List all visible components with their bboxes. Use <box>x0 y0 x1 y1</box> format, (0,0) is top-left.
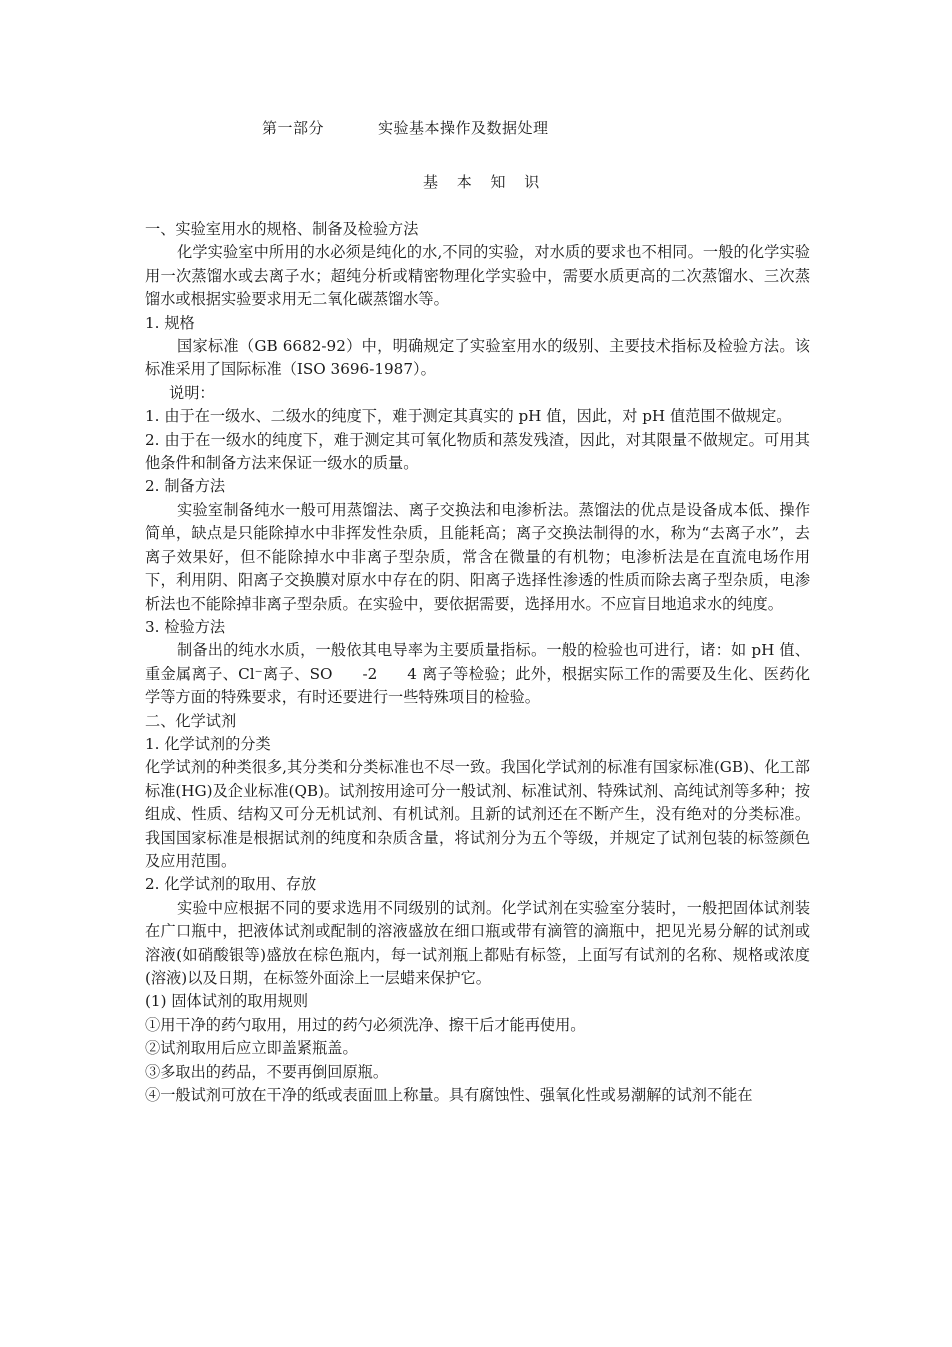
subsection-heading: 2. 化学试剂的取用、存放 <box>145 875 317 894</box>
rule-item: ③多取出的药品，不要再倒回原瓶。 <box>145 1062 388 1081</box>
note-item: 1. 由于在一级水、二级水的纯度下，难于测定其真实的 pH 值，因此，对 pH 值范围不做规定。 <box>145 407 792 426</box>
paragraph: 实验中应根据不同的要求选用不同级别的试剂。化学试剂在实验室分装时，一般把固体试剂装在广口瓶中，把液体试剂或配制的溶液盛放在细口瓶或带有滴管的滴瓶中，把见光易分解的试剂或溶液(如硝酸银等)盛放在棕色瓶内，每一试剂瓶上都贴有标签，上面写有试剂的名称、规格或浓度(溶液)以及日期，在标签外面涂上一层蜡来保护它。 <box>145 898 810 987</box>
ion-text-after: 离子等检验；此外，根据实际工作的需要及生化、医药化学等方面的特殊要求，有时还要进行一些特殊项目的检验。 <box>145 664 811 707</box>
rule-item: ①用干净的药勺取用，用过的药勺必须洗净、擦干后才能再使用。 <box>145 1015 586 1034</box>
note-item: 2. 由于在一级水的纯度下，难于测定其可氧化物质和蒸发残渣，因此，对其限量不做规定。可用其他条件和制备方法来保证一级水的质量。 <box>145 430 810 473</box>
ion-charge: -2 <box>362 664 378 683</box>
note-label: 说明： <box>169 383 215 402</box>
paragraph: 化学试剂的种类很多,其分类和分类标准也不尽一致。我国化学试剂的标准有国家标准(GB)、化工部标准(HG)及企业标准(QB)。试剂按用途可分一般试剂、标准试剂、特殊试剂、高纯试剂等多种；按组成、性质、结构又可分无机试剂、有机试剂。且新的试剂还在不断产生，没有绝对的分类标准。我国国家标准是根据试剂的纯度和杂质含量，将试剂分为五个等级，并规定了试剂包装的标签颜色及应用范围。 <box>145 758 811 870</box>
ion-subscript: 4 <box>407 664 417 683</box>
part-header <box>262 117 549 138</box>
rule-item: ②试剂取用后应立即盖紧瓶盖。 <box>145 1039 358 1058</box>
section-heading: 二、化学试剂 <box>145 711 237 730</box>
paragraph: 国家标准（GB 6682-92）中，明确规定了实验室用水的级别、主要技术指标及检验方法。该标准采用了国际标准（ISO 3696-1987）。 <box>145 337 810 379</box>
paragraph: 化学实验室中所用的水必须是纯化的水,不同的实验，对水质的要求也不相同。一般的化学实验用一次蒸馏水或去离子水；超纯分析或精密物理化学实验中，需要水质更高的二次蒸馏水、三次蒸馏水或根据实验要求用无二氧化碳蒸馏水等。 <box>145 243 810 309</box>
subsection-heading: 1. 化学试剂的分类 <box>145 734 271 753</box>
subsection-heading: (1) 固体试剂的取用规则 <box>145 992 309 1011</box>
part-label: 第一部分 <box>262 119 325 137</box>
subsection-heading: 1. 规格 <box>145 313 195 332</box>
rule-item: ④一般试剂可放在干净的纸或表面皿上称量。具有腐蚀性、强氧化性或易潮解的试剂不能在 <box>145 1086 753 1105</box>
part-title: 实验基本操作及数据处理 <box>378 119 549 137</box>
paragraph: 实验室制备纯水一般可用蒸馏法、离子交换法和电渗析法。蒸馏法的优点是设备成本低、操作简单，缺点是只能除掉水中非挥发性杂质，且能耗高；离子交换法制得的水，称为“去离子水”，去离子效果好，但不能除掉水中非离子型杂质，常含在微量的有机物；电渗析法是在直流电场作用下，利用阴、阳离子交换膜对原水中存在的阴、阳离子选择性渗透的性质而除去离子型杂质，电渗析法也不能除掉非离子型杂质。在实验中，要依据需要，选择用水。不应盲目地追求水的纯度。 <box>145 500 810 613</box>
section-subtitle: 基 本 知 识 <box>423 173 547 191</box>
paragraph-ion <box>145 639 810 709</box>
body-text <box>145 218 810 1107</box>
section-heading: 一、实验室用水的规格、制备及检验方法 <box>145 220 419 238</box>
subsection-heading: 3. 检验方法 <box>145 617 226 636</box>
subsection-heading: 2. 制备方法 <box>145 477 226 496</box>
ion-text-before: 制备出的纯水水质，一般依其电导率为主要质量指标。一般的检验也可进行，诸：如 pH 值、重金属离子、Cl⁻离子、SO <box>145 641 810 683</box>
